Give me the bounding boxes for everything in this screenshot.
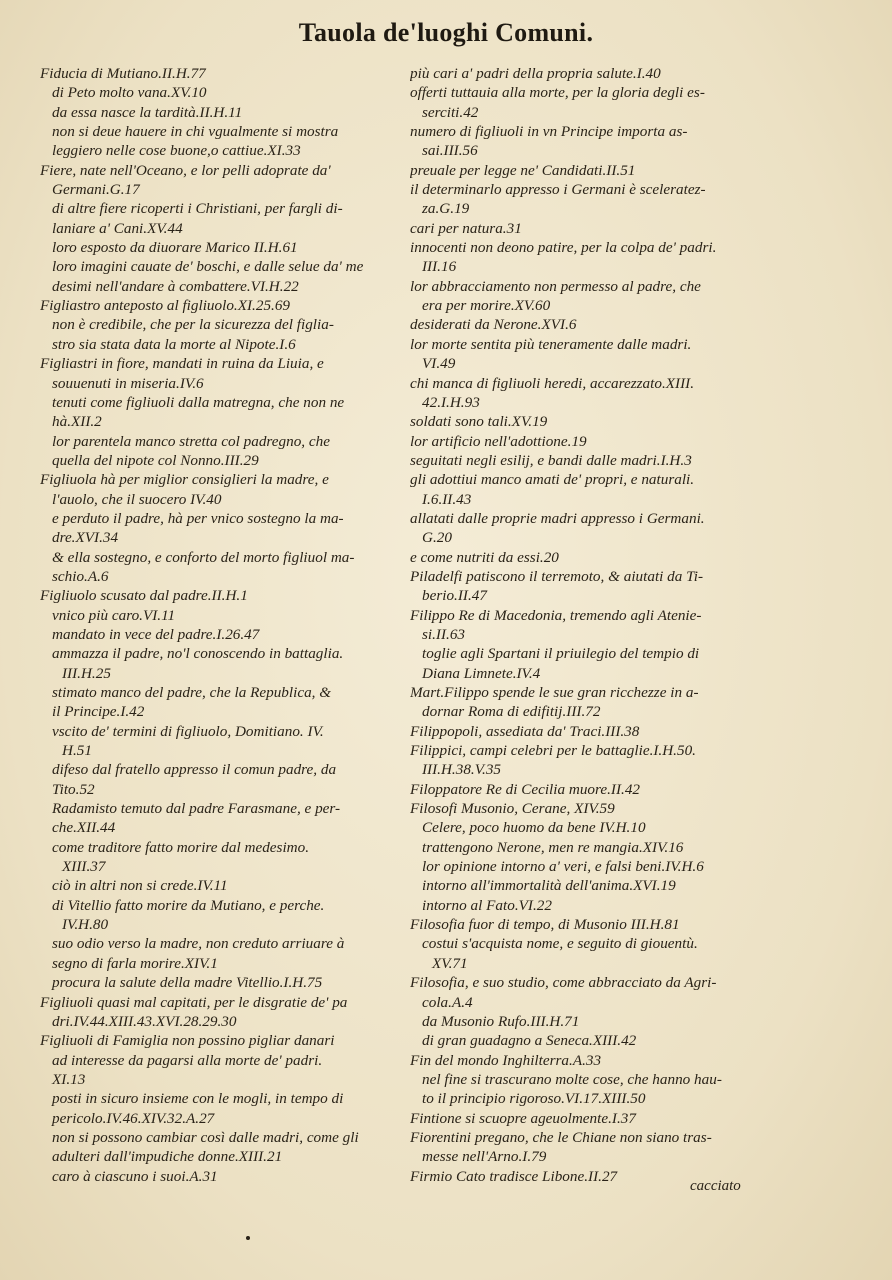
index-entry-line: dri.IV.44.XIII.43.XVI.28.29.30 bbox=[52, 1012, 237, 1030]
index-entry-line: lor morte sentita più teneramente dalle madri. bbox=[410, 335, 692, 353]
index-entry-line: di Peto molto vana.XV.10 bbox=[52, 84, 207, 102]
index-entry-line: loro imagini cauate de' boschi, e dalle selue da' me bbox=[52, 258, 364, 276]
index-entry-line: XV.71 bbox=[432, 954, 468, 972]
index-entry-line: di altre fiere ricoperti i Christiani, per fargli di- bbox=[52, 200, 343, 218]
index-entry-line: Germani.G.17 bbox=[52, 181, 140, 199]
index-entry-line: ad interesse da pagarsi alla morte de' padri. bbox=[52, 1051, 323, 1069]
index-entry-line: tenuti come figliuoli dalla matregna, che non ne bbox=[52, 393, 345, 411]
index-entry-line: suo odio verso la madre, non creduto arriuare à bbox=[52, 935, 345, 953]
index-entry-line: XI.13 bbox=[52, 1070, 86, 1088]
index-entry-line: lor parentela manco stretta col padregno, che bbox=[52, 432, 330, 450]
index-entry-line: Filippici, campi celebri per le battaglie.I.H.50. bbox=[410, 742, 696, 760]
index-entry-line: Firmio Cato tradisce Libone.II.27 bbox=[410, 1167, 618, 1185]
index-entry-line: da essa nasce la tardità.II.H.11 bbox=[52, 103, 243, 121]
index-entry-line: III.H.25 bbox=[62, 664, 111, 682]
signature-mark bbox=[246, 1236, 250, 1240]
index-entry-line: più cari a' padri della propria salute.I.40 bbox=[410, 65, 661, 82]
index-entry-line: berio.II.47 bbox=[422, 587, 487, 605]
index-entry-line: loro esposto da diuorare Marico II.H.61 bbox=[52, 239, 298, 257]
index-entry-line: Filippopoli, assediata da' Traci.III.38 bbox=[410, 722, 640, 740]
index-entry-line: za.G.19 bbox=[422, 200, 470, 218]
index-entry-line: Piladelfi patiscono il terremoto, & aiutati da Ti- bbox=[410, 567, 704, 585]
index-entry-line: Filosofi Musonio, Cerane, XIV.59 bbox=[410, 800, 615, 818]
index-entry-line: & ella sostegno, e conforto del morto figliuol ma- bbox=[52, 548, 355, 566]
index-entry-line: che.XII.44 bbox=[52, 819, 116, 837]
index-entry-line: Tito.52 bbox=[52, 780, 95, 798]
index-entry-line: cola.A.4 bbox=[422, 993, 473, 1011]
index-entry-line: quella del nipote col Nonno.III.29 bbox=[52, 451, 259, 469]
index-entry-line: di Vitellio fatto morire da Mutiano, e perche. bbox=[52, 896, 325, 914]
index-entry-line: Figliuoli quasi mal capitati, per le disgratie de' pa bbox=[40, 993, 348, 1011]
index-entry-line: Filippo Re di Macedonia, tremendo agli Atenie- bbox=[410, 606, 702, 624]
index-entry-line: Mart.Filippo spende le sue gran ricchezze in a- bbox=[410, 684, 699, 701]
index-entry-line: Figliuolo scusato dal padre.II.H.1 bbox=[40, 587, 248, 605]
index-entry-line: il Principe.I.42 bbox=[52, 703, 145, 721]
index-entry-line: VI.49 bbox=[422, 355, 456, 373]
index-entry-line: laniare a' Cani.XV.44 bbox=[52, 219, 183, 237]
index-entry-line: non si deue hauere in chi vgualmente si mostra bbox=[52, 123, 339, 141]
index-entry-line: Fin del mondo Inghilterra.A.33 bbox=[410, 1051, 602, 1069]
index-entry-line: Filoppatore Re di Cecilia muore.II.42 bbox=[410, 780, 641, 798]
index-entry-line: Figliastri in fiore, mandati in ruina da Liuia, e bbox=[40, 355, 324, 373]
index-entry-line: 42.I.H.93 bbox=[422, 393, 480, 411]
index-entry-line: stro sia stata data la morte al Nipote.I.6 bbox=[52, 335, 296, 353]
index-entry-line: vscito de' termini di figliuolo, Domitiano. IV. bbox=[52, 722, 324, 740]
catchword: cacciato bbox=[690, 1178, 741, 1194]
index-entry-line: Fiorentini pregano, che le Chiane non siano tras- bbox=[410, 1128, 712, 1146]
index-entry-line: adulteri dall'impudiche donne.XIII.21 bbox=[52, 1148, 283, 1166]
index-entry-line: mandato in vece del padre.I.26.47 bbox=[52, 625, 260, 643]
index-entry-line: toglie agli Spartani il priuilegio del tempio di bbox=[422, 645, 700, 663]
index-entry-line: intorno all'immortalità dell'anima.XVI.19 bbox=[422, 877, 676, 895]
index-entry-line: intorno al Fato.VI.22 bbox=[422, 896, 552, 914]
index-column-right bbox=[410, 64, 772, 1186]
index-entry-line: innocenti non deono patire, per la colpa de' padri. bbox=[410, 239, 717, 257]
index-entry-line: non si possono cambiar così dalle madri, come gli bbox=[52, 1128, 359, 1146]
index-entry-line: nel fine si trascurano molte cose, che hanno hau- bbox=[422, 1070, 722, 1088]
index-entry-line: desimi nell'andare à combattere.VI.H.22 bbox=[52, 277, 299, 295]
index-entry-line: numero di figliuoli in vn Principe importa as- bbox=[410, 123, 688, 141]
index-entry-line: di gran guadagno a Seneca.XIII.42 bbox=[422, 1032, 637, 1050]
index-entry-line: trattengono Nerone, men re mangia.XIV.16 bbox=[422, 838, 684, 856]
index-entry-line: Figliuoli di Famiglia non possino pigliar danari bbox=[40, 1032, 335, 1050]
index-entry-line: Fintione si scuopre ageuolmente.I.37 bbox=[410, 1109, 636, 1127]
index-entry-line: soldati sono tali.XV.19 bbox=[410, 413, 548, 431]
index-entry-line: dre.XVI.34 bbox=[52, 529, 119, 547]
index-entry-line: offerti tuttauia alla morte, per la gloria degli es- bbox=[410, 84, 705, 102]
index-entry-line: da Musonio Rufo.III.H.71 bbox=[422, 1012, 580, 1030]
index-entry-line: era per morire.XV.60 bbox=[422, 297, 551, 315]
index-entry-line: XIII.37 bbox=[62, 858, 106, 876]
index-entry-line: Radamisto temuto dal padre Farasmane, e per- bbox=[52, 800, 341, 818]
index-entry-line: III.16 bbox=[422, 258, 457, 276]
index-entry-line: sai.III.56 bbox=[422, 142, 478, 160]
index-entry-line: messe nell'Arno.I.79 bbox=[422, 1148, 547, 1166]
index-entry-line: seguitati negli esilij, e bandi dalle madri.I.H.3 bbox=[410, 451, 692, 469]
index-entry-line: e perduto il padre, hà per vnico sostegno la ma- bbox=[52, 509, 344, 527]
index-entry-line: souuenuti in miseria.IV.6 bbox=[52, 374, 204, 392]
index-entry-line: Figliuola hà per miglior consiglieri la madre, e bbox=[40, 471, 329, 489]
index-entry-line: si.II.63 bbox=[422, 625, 466, 643]
index-entry-line: allatati dalle proprie madri appresso i Germani. bbox=[410, 509, 705, 527]
index-entry-line: come traditore fatto morire dal medesimo. bbox=[52, 838, 310, 856]
index-entry-line: difeso dal fratello appresso il comun padre, da bbox=[52, 761, 337, 779]
index-entry-line: G.20 bbox=[422, 529, 452, 547]
index-entry-line: Figliastro anteposto al figliuolo.XI.25.69 bbox=[40, 297, 291, 315]
index-entry-line: lor abbracciamento non permesso al padre, che bbox=[410, 277, 701, 295]
index-entry-line: chi manca di figliuoli heredi, accarezzato.XIII. bbox=[410, 374, 695, 392]
index-entry-line: procura la salute della madre Vitellio.I.H.75 bbox=[52, 974, 323, 992]
index-entry-line: leggiero nelle cose buone,o cattiue.XI.33 bbox=[52, 142, 301, 160]
index-column-left bbox=[40, 64, 406, 1186]
index-entry-line: vnico più caro.VI.11 bbox=[52, 606, 176, 624]
index-entry-line: Celere, poco huomo da bene IV.H.10 bbox=[422, 819, 646, 837]
index-entry-line: IV.H.80 bbox=[62, 916, 109, 934]
index-entry-line: e come nutriti da essi.20 bbox=[410, 548, 559, 566]
index-entry-line: dornar Roma di edifitij.III.72 bbox=[422, 703, 601, 721]
index-entry-line: pericolo.IV.46.XIV.32.A.27 bbox=[52, 1109, 215, 1127]
index-entry-line: preuale per legge ne' Candidati.II.51 bbox=[410, 161, 636, 179]
index-entry-line: gli adottiui manco amati de' propri, e naturali. bbox=[410, 471, 695, 489]
index-entry-line: Diana Limnete.IV.4 bbox=[422, 664, 541, 682]
index-entry-line: Filosofia, e suo studio, come abbracciato da Agri- bbox=[410, 974, 717, 992]
index-entry-line: I.6.II.43 bbox=[422, 490, 472, 508]
index-entry-line: non è credibile, che per la sicurezza del figlia- bbox=[52, 316, 334, 334]
index-entry-line: l'auolo, che il suocero IV.40 bbox=[52, 490, 222, 508]
index-entry-line: lor opinione intorno a' veri, e falsi beni.IV.H.6 bbox=[422, 858, 704, 876]
index-entry-line: costui s'acquista nome, e seguito di giouentù. bbox=[422, 935, 698, 953]
index-entry-line: schio.A.6 bbox=[52, 567, 109, 585]
index-entry-line: posti in sicuro insieme con le mogli, in tempo di bbox=[52, 1090, 344, 1108]
index-entry-line: lor artificio nell'adottione.19 bbox=[410, 432, 587, 450]
index-entry-line: segno di farla morire.XIV.1 bbox=[52, 954, 218, 972]
index-entry-line: Fiducia di Mutiano.II.H.77 bbox=[40, 65, 206, 82]
index-entry-line: desiderati da Nerone.XVI.6 bbox=[410, 316, 577, 334]
index-entry-line: ciò in altri non si crede.IV.11 bbox=[52, 877, 228, 895]
index-entry-line: ammazza il padre, no'l conoscendo in battaglia. bbox=[52, 645, 344, 663]
index-entry-line: III.H.38.V.35 bbox=[422, 761, 502, 779]
index-entry-line: Filosofia fuor di tempo, di Musonio III.H.81 bbox=[410, 916, 680, 934]
page-title: Tauola de'luoghi Comuni. bbox=[298, 18, 594, 47]
index-entry-line: stimato manco del padre, che la Republica, & bbox=[52, 684, 332, 701]
index-entry-line: hà.XII.2 bbox=[52, 413, 102, 431]
index-entry-line: Fiere, nate nell'Oceano, e lor pelli adoprate da' bbox=[40, 161, 331, 179]
index-entry-line: serciti.42 bbox=[422, 103, 479, 121]
index-entry-line: il determinarlo appresso i Germani è sceleratez- bbox=[410, 181, 706, 199]
index-entry-line: H.51 bbox=[62, 742, 92, 760]
index-entry-line: to il principio rigoroso.VI.17.XIII.50 bbox=[422, 1090, 646, 1108]
index-entry-line: caro à ciascuno i suoi.A.31 bbox=[52, 1167, 218, 1185]
index-entry-line: cari per natura.31 bbox=[410, 219, 522, 237]
